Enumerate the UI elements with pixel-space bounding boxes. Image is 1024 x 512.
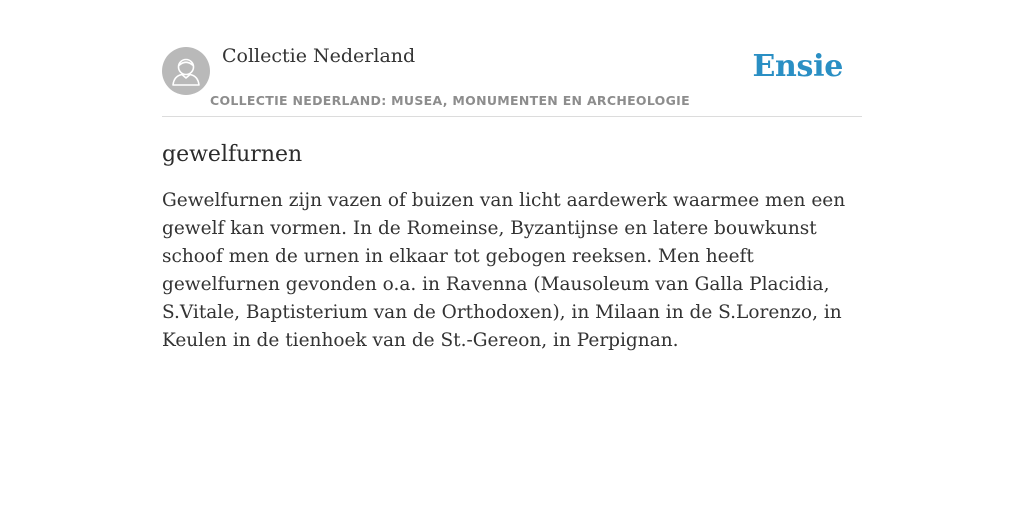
- author-name[interactable]: Collectie Nederland: [222, 45, 416, 67]
- entry-card: [162, 44, 862, 355]
- entry-term: gewelfurnen: [162, 142, 303, 167]
- brand-logo[interactable]: Ensie: [752, 49, 843, 84]
- user-silhouette-icon: [162, 47, 210, 95]
- source-title[interactable]: COLLECTIE NEDERLAND: MUSEA, MONUMENTEN EN ARCHEOLOGIE: [210, 93, 690, 108]
- author-avatar[interactable]: [162, 47, 210, 95]
- entry-definition: Gewelfurnen zijn vazen of buizen van licht aardewerk waarmee men een gewelf kan vormen. In de Romeinse, Byzantijnse en latere bouwkunst schoof men de urnen in elkaar tot gebogen reeksen. Men heeft gewelfurnen gevonden o.a. in Ravenna (Mausoleum van Galla Placidia, S.Vitale, Baptisterium van de Orthodoxen), in Milaan in de S.Lorenzo, in Keulen in de tienhoek van de St.-Gereon, in Perpignan.: [162, 190, 846, 351]
- entry-header: [162, 44, 862, 117]
